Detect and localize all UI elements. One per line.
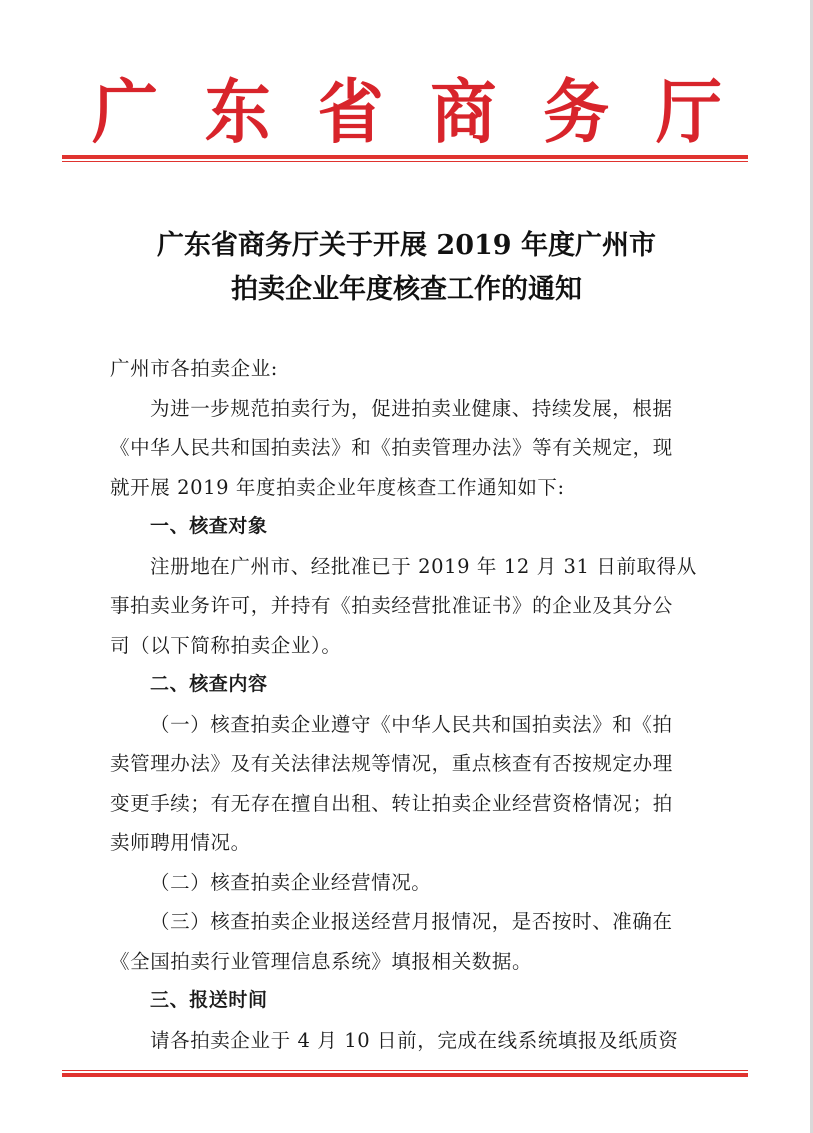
masthead-char: 东	[204, 71, 271, 153]
section2-item1-line: （一）核查拍卖企业遵守《中华人民共和国拍卖法》和《拍	[150, 712, 673, 736]
masthead-title	[92, 72, 722, 152]
document-title	[60, 224, 753, 312]
section-heading-1: 一、核查对象	[150, 515, 268, 537]
section2-item1-line: 变更手续；有无存在擅自出租、转让拍卖企业经营资格情况；拍	[110, 791, 673, 815]
title-line-2: 拍卖企业年度核查工作的通知	[231, 274, 582, 305]
section-heading-3: 三、报送时间	[150, 989, 268, 1011]
masthead-divider	[62, 155, 748, 162]
intro-line: 就开展 2019 年度拍卖企业年度核查工作通知如下:	[110, 475, 565, 499]
salutation: 广州市各拍卖企业:	[110, 357, 278, 380]
section2-item2: （二）核查拍卖企业经营情况。	[150, 870, 432, 894]
intro-line: 《中华人民共和国拍卖法》和《拍卖管理办法》等有关规定，现	[110, 436, 673, 459]
section1-line: 注册地在广州市、经批准已于 2019 年 12 月 31 日前取得从	[150, 554, 697, 578]
title-line-1: 广东省商务厅关于开展 2019 年度广州市	[157, 230, 656, 261]
intro-line: 为进一步规范拍卖行为，促进拍卖业健康、持续发展，根据	[150, 396, 673, 420]
masthead-char: 省	[317, 71, 384, 153]
section2-item1-line: 卖师聘用情况。	[110, 831, 251, 854]
masthead-char: 广	[92, 71, 158, 153]
section-heading-2: 二、核查内容	[150, 673, 268, 695]
section1-line: 司（以下简称拍卖企业）。	[110, 633, 342, 657]
section2-item3-line: 《全国拍卖行业管理信息系统》填报相关数据。	[110, 949, 533, 973]
section2-item1-line: 卖管理办法》及有关法律法规等情况，重点核查有否按规定办理	[110, 752, 673, 775]
section3-line: 请各拍卖企业于 4 月 10 日前，完成在线系统填报及纸质资	[150, 1028, 679, 1052]
section1-line: 事拍卖业务许可，并持有《拍卖经营批准证书》的企业及其分公	[110, 594, 673, 617]
section2-item3-line: （三）核查拍卖企业报送经营月报情况，是否按时、准确在	[150, 910, 673, 933]
document-body	[110, 349, 720, 1060]
masthead-char: 商	[430, 71, 497, 153]
footer-divider	[62, 1070, 748, 1077]
masthead-char: 务	[543, 71, 610, 153]
masthead-char: 厅	[655, 71, 722, 153]
